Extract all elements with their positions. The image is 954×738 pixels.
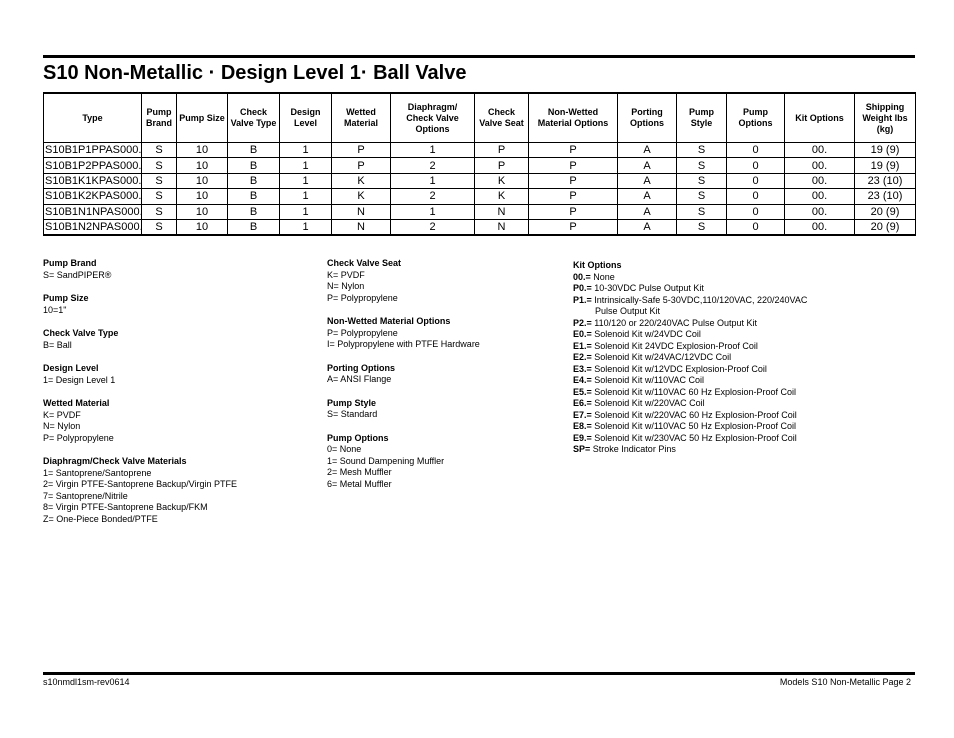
legend-line: 2= Virgin PTFE-Santoprene Backup/Virgin PTFE: [43, 479, 238, 489]
legend-heading: Pump Options: [327, 432, 389, 443]
kit-option: [573, 444, 807, 456]
legend-line: P= Polypropylene: [327, 292, 398, 303]
table-cell: B: [228, 173, 280, 188]
legend-group: [327, 398, 480, 421]
column-header: Type: [44, 93, 142, 143]
table-cell: K: [332, 173, 391, 188]
table-cell: 1: [391, 173, 475, 188]
table-cell: P: [529, 173, 618, 188]
kit-option: [573, 283, 807, 295]
legend-group: [43, 398, 237, 444]
kit-code: E0.=: [573, 329, 592, 339]
legend-line: N= Nylon: [43, 421, 81, 431]
table-cell: B: [228, 158, 280, 173]
table-cell: A: [618, 143, 677, 158]
legend-group: [43, 328, 237, 351]
table-cell: 1: [280, 219, 332, 235]
table-cell: P: [332, 143, 391, 158]
table-cell: B: [228, 143, 280, 158]
kit-option: [573, 318, 807, 330]
kit-code: E1.=: [573, 340, 592, 351]
model-number-cell: S10B1P2PPAS000.: [45, 159, 142, 172]
table-row: [44, 189, 916, 204]
table-row: [44, 158, 916, 173]
table-cell: N: [475, 219, 529, 235]
column-header: Check Valve Seat: [475, 93, 529, 143]
kit-code: E8.=: [573, 421, 592, 431]
table-cell: K: [332, 189, 391, 204]
table-row: [44, 143, 916, 158]
table-cell: A: [618, 189, 677, 204]
legend-group: [327, 258, 480, 304]
table-header-row: [44, 93, 916, 143]
legend-heading: Diaphragm/Check Valve Materials: [43, 456, 187, 466]
kit-description: Solenoid Kit w/24VDC Coil: [594, 329, 701, 339]
table-cell: 1: [280, 158, 332, 173]
kit-options-legend: [573, 260, 807, 456]
kit-description: Solenoid Kit w/24VAC/12VDC Coil: [594, 352, 732, 362]
model-table: [43, 92, 916, 236]
kit-description: None: [593, 271, 615, 282]
legend-group: [43, 258, 237, 281]
kit-option: [573, 306, 807, 318]
kit-description: Solenoid Kit w/220VAC Coil: [594, 398, 705, 408]
kit-option: [573, 341, 807, 353]
kit-code: E2.=: [573, 352, 592, 362]
table-cell: S: [677, 173, 727, 188]
legend-line: 2= Mesh Muffler: [327, 467, 392, 477]
legend-line: 1= Santoprene/Santoprene: [43, 467, 152, 478]
legend-line: 8= Virgin PTFE-Santoprene Backup/FKM: [43, 502, 208, 512]
kit-heading: Kit Options: [573, 260, 622, 270]
table-cell: 00.: [785, 173, 855, 188]
table-cell: P: [529, 143, 618, 158]
kit-description: Pulse Output Kit: [595, 306, 661, 316]
column-header: Pump Options: [727, 93, 785, 143]
table-cell: 0: [727, 173, 785, 188]
table-cell: 1: [280, 189, 332, 204]
table-cell: 00.: [785, 158, 855, 173]
legend-group: [43, 456, 237, 525]
legend-line: A= ANSI Flange: [327, 374, 392, 384]
column-header: Kit Options: [785, 93, 855, 143]
kit-option: [573, 398, 807, 410]
column-header: Wetted Material: [332, 93, 391, 143]
table-cell: 00.: [785, 219, 855, 235]
table-cell: 23 (10): [855, 173, 916, 188]
kit-option: [573, 421, 807, 433]
table-cell: 23 (10): [855, 189, 916, 204]
legend-left: [43, 258, 237, 537]
model-number-cell: S10B1P1PPAS000.: [45, 144, 142, 157]
table-cell: 00.: [785, 189, 855, 204]
table-cell: S: [677, 189, 727, 204]
legend-heading: Pump Size: [43, 293, 89, 303]
kit-description: Intrinsically-Safe 5-30VDC,110/120VAC, 220/240VAC: [594, 294, 808, 305]
kit-code: P0.=: [573, 283, 592, 293]
table-cell: 10: [177, 189, 228, 204]
table-cell: 0: [727, 158, 785, 173]
kit-code: E7.=: [573, 409, 592, 420]
table-cell: A: [618, 173, 677, 188]
column-header: Non-Wetted Material Options: [529, 93, 618, 143]
legend-group: [327, 433, 480, 491]
table-cell: P: [529, 219, 618, 235]
footer-doc-id: s10nmdl1sm-rev0614: [43, 677, 130, 687]
legend-heading: Porting Options: [327, 362, 395, 373]
footer-page: Models S10 Non-Metallic Page 2: [779, 677, 911, 687]
kit-option: [573, 387, 807, 399]
table-cell: S: [142, 173, 177, 188]
table-cell: S: [142, 143, 177, 158]
legend-line: B= Ball: [43, 339, 72, 350]
table-cell: S: [142, 189, 177, 204]
legend-line: P= Polypropylene: [327, 327, 398, 338]
table-cell: S: [142, 158, 177, 173]
table-cell: P: [475, 143, 529, 158]
kit-option: [573, 410, 807, 422]
model-number-cell: S10B1K1KPAS000.: [45, 174, 142, 187]
kit-code: P2.=: [573, 317, 592, 328]
kit-code: E3.=: [573, 363, 592, 374]
kit-description: Solenoid Kit w/230VAC 50 Hz Explosion-Proof Coil: [594, 432, 797, 443]
table-cell: 2: [391, 219, 475, 235]
table-cell: S: [677, 219, 727, 235]
table-cell: S: [677, 158, 727, 173]
table-cell: P: [529, 189, 618, 204]
column-header: Check Valve Type: [228, 93, 280, 143]
legend-line: 1= Design Level 1: [43, 374, 116, 385]
kit-description: Stroke Indicator Pins: [592, 444, 676, 454]
column-header: Pump Style: [677, 93, 727, 143]
table-cell: B: [228, 189, 280, 204]
table-cell: 0: [727, 189, 785, 204]
table-cell: 1: [391, 204, 475, 219]
legend-heading: Design Level: [43, 363, 99, 373]
table-cell: S: [677, 143, 727, 158]
table-cell: P: [332, 158, 391, 173]
table-cell: S: [677, 204, 727, 219]
table-cell: 0: [727, 204, 785, 219]
legend-heading: Non-Wetted Material Options: [327, 316, 451, 326]
model-number-cell: S10B1N2NPAS000.: [44, 219, 142, 235]
table-row: [44, 173, 916, 188]
legend-line: N= Nylon: [327, 281, 365, 291]
table-cell: 10: [177, 219, 228, 235]
legend-middle: [327, 258, 480, 502]
table-cell: 20 (9): [855, 204, 916, 219]
kit-option: [573, 433, 807, 445]
top-rule: [43, 55, 915, 58]
kit-code: 00.=: [573, 271, 591, 282]
kit-description: Solenoid Kit w/220VAC 60 Hz Explosion-Proof Coil: [594, 409, 797, 420]
legend-heading: Check Valve Type: [43, 328, 119, 338]
table-cell: 1: [280, 204, 332, 219]
table-cell: 10: [177, 204, 228, 219]
column-header: Porting Options: [618, 93, 677, 143]
legend-heading: Pump Style: [327, 397, 377, 408]
kit-description: Solenoid Kit w/12VDC Explosion-Proof Coil: [594, 363, 767, 374]
table-cell: A: [618, 219, 677, 235]
legend-line: K= PVDF: [43, 409, 81, 420]
legend-heading: Wetted Material: [43, 398, 110, 408]
legend-group: [327, 316, 480, 351]
table-cell: 00.: [785, 204, 855, 219]
legend-group: [43, 293, 237, 316]
table-cell: N: [475, 204, 529, 219]
table-cell: B: [228, 219, 280, 235]
table-cell: P: [529, 204, 618, 219]
kit-description: Solenoid Kit w/110VAC Coil: [594, 375, 705, 385]
table-cell: 1: [280, 143, 332, 158]
legend-group: [327, 363, 480, 386]
table-cell: S: [142, 204, 177, 219]
table-cell: 00.: [785, 143, 855, 158]
table-cell: 1: [280, 173, 332, 188]
table-cell: P: [529, 158, 618, 173]
column-header: Design Level: [280, 93, 332, 143]
kit-code: P1.=: [573, 294, 592, 305]
table-cell: 10: [177, 158, 228, 173]
model-number-cell: S10B1N1NPAS000.: [45, 205, 143, 218]
table-cell: S: [142, 219, 177, 235]
column-header: Shipping Weight lbs (kg): [855, 93, 916, 143]
table-cell: 1: [391, 143, 475, 158]
kit-description: 110/120 or 220/240VAC Pulse Output Kit: [594, 317, 758, 328]
table-row: [44, 204, 916, 219]
table-cell: B: [228, 204, 280, 219]
legend-heading: Check Valve Seat: [327, 258, 402, 268]
kit-option: [573, 295, 807, 307]
page-title: S10 Non-Metallic · Design Level 1· Ball Valve: [43, 62, 467, 84]
table-cell: N: [332, 204, 391, 219]
kit-option: [573, 364, 807, 376]
table-cell: N: [332, 219, 391, 235]
kit-code: E9.=: [573, 432, 592, 443]
legend-line: S= Standard: [327, 409, 378, 419]
legend-line: 0= None: [327, 444, 362, 454]
table-cell: 0: [727, 143, 785, 158]
table-cell: A: [618, 204, 677, 219]
column-header: Diaphragm/ Check Valve Options: [391, 93, 475, 143]
kit-option: [573, 272, 807, 284]
column-header: Pump Brand: [142, 93, 177, 143]
kit-code: E5.=: [573, 386, 592, 397]
table-cell: 20 (9): [855, 219, 916, 235]
kit-code: E4.=: [573, 375, 592, 385]
table-cell: 2: [391, 158, 475, 173]
legend-line: P= Polypropylene: [43, 432, 114, 443]
kit-description: 10-30VDC Pulse Output Kit: [594, 283, 704, 293]
table-cell: A: [618, 158, 677, 173]
table-cell: P: [475, 158, 529, 173]
legend-line: S= SandPIPER®: [43, 269, 112, 280]
column-header: Pump Size: [177, 93, 228, 143]
table-cell: 2: [391, 189, 475, 204]
legend-line: K= PVDF: [327, 269, 365, 280]
kit-description: Solenoid Kit 24VDC Explosion-Proof Coil: [594, 340, 758, 351]
legend-line: I= Polypropylene with PTFE Hardware: [327, 339, 480, 349]
legend-line: 6= Metal Muffler: [327, 478, 392, 489]
legend-line: 10=1": [43, 304, 67, 315]
table-cell: 19 (9): [855, 158, 916, 173]
table-cell: 10: [177, 173, 228, 188]
kit-option: [573, 329, 807, 341]
legend-group: [43, 363, 237, 386]
table-cell: K: [475, 189, 529, 204]
legend-line: 1= Sound Dampening Muffler: [327, 455, 445, 466]
kit-description: Solenoid Kit w/110VAC 60 Hz Explosion-Proof Coil: [594, 386, 797, 397]
bottom-rule: [43, 672, 915, 675]
table-cell: 0: [727, 219, 785, 235]
kit-code: E6.=: [573, 398, 592, 408]
kit-option: [573, 375, 807, 387]
kit-option: [573, 352, 807, 364]
table-cell: 19 (9): [855, 143, 916, 158]
kit-code: SP=: [573, 444, 591, 454]
table-row: [44, 219, 916, 235]
model-number-cell: S10B1K2KPAS000.: [45, 190, 142, 203]
legend-line: 7= Santoprene/Nitrile: [43, 490, 128, 501]
legend-heading: Pump Brand: [43, 258, 97, 268]
table-cell: 10: [177, 143, 228, 158]
kit-description: Solenoid Kit w/110VAC 50 Hz Explosion-Proof Coil: [594, 421, 797, 431]
legend-line: Z= One-Piece Bonded/PTFE: [43, 513, 158, 524]
table-cell: K: [475, 173, 529, 188]
